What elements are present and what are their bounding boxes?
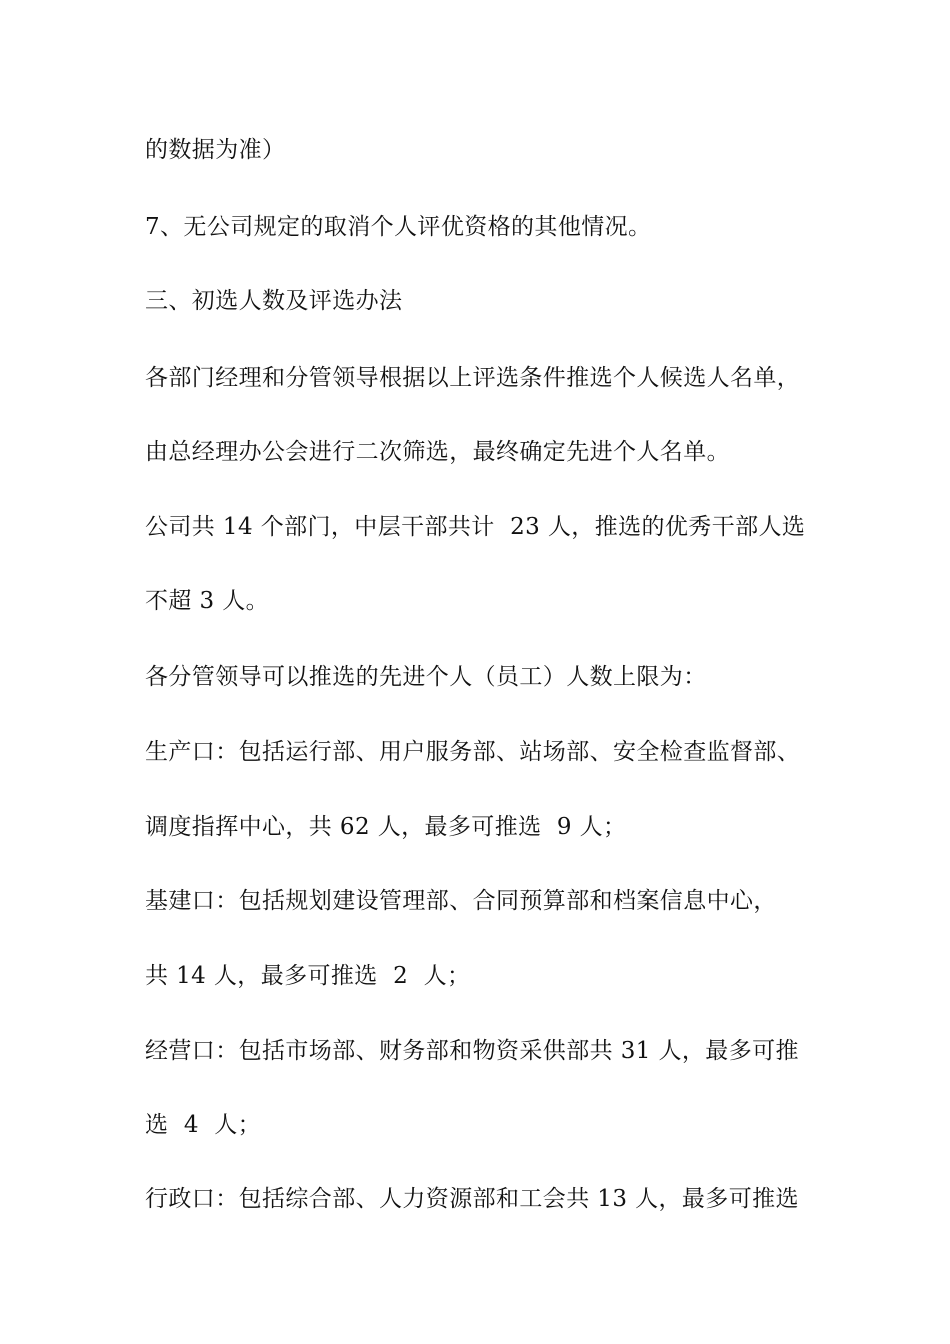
- text-line-15: 行政口：包括综合部、人力资源部和工会共 13 人，最多可推选: [145, 1186, 799, 1212]
- text-line-11: 基建口：包括规划建设管理部、合同预算部和档案信息中心，: [145, 888, 777, 914]
- text-line-9: 生产口：包括运行部、用户服务部、站场部、安全检查监督部、: [145, 739, 801, 765]
- text-line-1: 的数据为准）: [145, 137, 286, 163]
- text-line-13: 经营口：包括市场部、财务部和物资采供部共 31 人，最多可推: [145, 1038, 799, 1064]
- text-line-10: 调度指挥中心，共 62 人，最多可推选 9 人；: [145, 814, 627, 840]
- text-line-5: 由总经理办公会进行二次筛选，最终确定先进个人名单。: [145, 439, 730, 465]
- text-line-7: 不超 3 人。: [145, 588, 270, 614]
- text-line-12: 共 14 人，最多可推选 2 人；: [145, 963, 471, 989]
- section-heading-3: 三、初选人数及评选办法: [145, 288, 403, 314]
- text-line-4: 各部门经理和分管领导根据以上评选条件推选个人候选人名单，: [145, 365, 801, 391]
- text-line-8: 各分管领导可以推选的先进个人（员工）人数上限为：: [145, 664, 707, 690]
- text-line-14: 选 4 人；: [145, 1112, 262, 1138]
- text-line-2: 7、无公司规定的取消个人评优资格的其他情况。: [145, 214, 652, 240]
- text-line-6: 公司共 14 个部门，中层干部共计 23 人，推选的优秀干部人选: [145, 514, 806, 540]
